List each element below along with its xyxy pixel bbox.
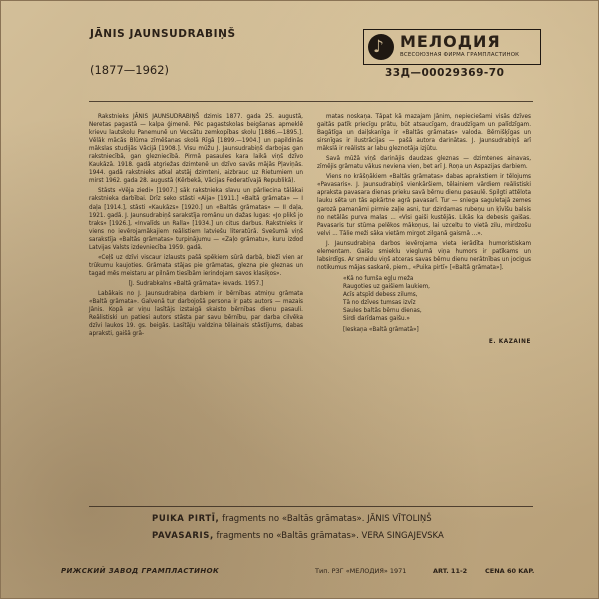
poem-line: Sirdi darīdamas gaišu.» [343, 316, 410, 323]
paragraph: J. Jaunsudrabiņa darbos ievērojama vieta ierādīta humoristiskam elementam. Gaišu smieklu vieglumā viņa humors ir patīkams un labsirdīgs. Ar smaidu viņš atceras savas bērnu dienu nerātnības un jocigus notikumus mājas saskarē, piem., «Puika pirtī» [«Baltā grāmata»]. [317, 240, 531, 271]
track-details: fragments no «Baltās grāmatas». JĀNIS VĪTOLIŅŠ [219, 514, 432, 524]
paragraph: Savā mūžā viņš darinājis daudzas gleznas — dzimtenes ainavas, zīmējis grāmatu vākus neviena vien, bet arī J. Roņa un Aspazijas darbiem. [317, 156, 531, 171]
paragraph: Viens no krāšņākiem «Baltās grāmatas» dabas aprakstiem ir tēlojums «Pavasaris». J. Jaunsudrabiņš vienkāršiem, tēlainiem vārdiem reālistiski apraksta pavasara dienas prieku savā bērnu dienu pasaulē. Spilgti attēlota lauku sēta un tās apkārtne agrā pavasarī. Tur — sniega saguletajā zemes garozā pamanāmi pirmie zaļie asni, tur dzirdamas rubeņu un ķīvīšu balsis no netālās purva malas ... «Visi gaiši kustējās. Likās ka debesis gaišas. Pavasaris tur stūma pelēkos mākoņus, lai uzceltu to vietā zilu, mirdzošu velvi ... Tālie meži sāka vietām mirgot zilganā gaismā ...». [317, 174, 531, 237]
liner-notes-right-column [317, 113, 531, 346]
catalog-number: 33Д—00029369-70 [385, 67, 505, 79]
poem-line: Tā no dzīves tumsas izvīz [343, 300, 416, 307]
poem [343, 275, 531, 323]
paragraph: «Ceļš uz dzīvi viscaur izlausts pašā spēkiem sūrā darbā, biežī vien ar trūkumu kaujoties. Grāmata stājas pie grāmatas, glezna pie gleznas un tagad mēs meistaru ar pilnām tiesībām ierindojam savos klasiķos». [89, 254, 303, 277]
track-title: PUIKA PIRTĪ, [152, 514, 220, 524]
melodiya-logo [363, 29, 541, 65]
author-years: (1877—1962) [90, 63, 170, 77]
poem-line: Raugoties uz gaišiem laukiem, [343, 283, 430, 290]
track-details: fragments no «Baltās grāmatas». VERA SINGAJEVSKA [213, 531, 444, 541]
notes-author: E. KAZAINE [488, 339, 531, 346]
factory-name: РИЖСКИЙ ЗАВОД ГРАМПЛАСТИНОК [61, 567, 220, 575]
track-2 [152, 531, 444, 541]
paragraph: matas noskaņa. Tāpat kā mazajam Jānim, nepieciešami visās dzīves gaitās patīk priecīgu prātu, būt atsaucīgam, draudzīgam un palīdzīgam. Bagātīga un daiļskanīga ir «Baltās grāmatas» valoda. Bērnišķīgas un sirsnīgas ir ilustrācijas — pašā autora darinātas. J. Jaunsudrabiņš arī mākslā ir reālists ar labu gleznotāja izjūtu. [317, 114, 531, 153]
track-title: PAVASARIS, [152, 531, 214, 541]
poem-line: Acīs atspīd debess zilums, [343, 291, 418, 298]
paragraph: Labākais no J. Jaunsudrabiņa darbiem ir bērnības atmiņu grāmata «Baltā grāmata». Galvenā tur darbojošā persona ir pats autors — mazais Jānis. Kopā ar viņu lasītājs izstaigā skaisto bērnības dienu pasauli. Reālistiski un patiesi autors stāsta par savu bērnību, par darba cilvēka dzīvi laukos 19. gs. beigās. Lasītāju valdzina tēlainais stāstījums, dabas apraksti, gaišā grā- [89, 290, 303, 338]
article-number: ART. 11-2 [433, 567, 468, 575]
quote-source: [J. Sudrabkalns «Baltā grāmata» ievads. 1957.] [128, 280, 264, 287]
poem-line: Saules baltās bērnu dienas, [343, 308, 422, 315]
poem-source: [Ieskaņa «Baltā grāmatā»] [343, 327, 419, 334]
top-rule [89, 101, 533, 102]
label-subtitle: ВСЕСОЮЗНАЯ ФИРМА ГРАМПЛАСТИНОК [400, 52, 520, 58]
melodiya-emblem-icon: ♪ [368, 34, 394, 60]
print-info: Тип. РЗГ «МЕЛОДИЯ» 1971 [315, 567, 407, 575]
poem-line: «Kā no fumša egļu meža [343, 275, 414, 282]
price: CENA 60 KAP. [485, 567, 535, 575]
tracks-rule [89, 506, 533, 507]
author-name: JĀNIS JAUNSUDRABIŅŠ [90, 28, 236, 40]
liner-notes-left-column [89, 113, 303, 340]
paragraph: Stāsts «Vēja ziedi» [1907.] sāk rakstnieka slavu un pārliecina tālākai rakstnieka darbībai. Drīz seko stāsti «Aija» [1911.] «Baltā grāmata» — I daļa [1914.], stāsti «Kaukāzs» [1920.] un «Baltās grāmatas» — II daļa, 1921. gadā. J. Jaunsudrabiņš sarakstīja romānu un dažas lugas: «Jo plikš jo traks» [1926.], «Invalīds un Ralla» [1934.] un citus darbus. Rakstnieks ir viens no ievērojamākajiem reālistiem latviešu literatūrā. Svešumā viņš sarakstīja «Baltās grāmatas» turpinājumu — «Zaļo grāmatu», kuru izdod Latvijas Valsts izdevniecība 1959. gadā. [89, 188, 303, 251]
paragraph: Rakstnieks JĀNIS JAUNSUDRABIŅŠ dzimis 1877. gada 25. augustā, Neretas pagastā — kalpa ģimenē. Pēc pagastskolas beigšanas apmeklē krievu lautskolu Panemunē un Vecsātu zemkopības skolu [1886.—1895.]. Vēlāk mācās Blūma zīmēšanas skolā Rīgā [1899.—1904.] un papildinās mākslas studijās Vācijā [1908.]. Visu mūžu J. Jaunsudrabiņš darbojas gan rakstniecībā, gan glezniecībā. Pirmā pasaules kara laikā viņš dzīvo Kaukāzā. 1918. gadā atgriežas dzimtenē un dzīvo savās mājās Pļaviņās. 1944. gadā rakstnieks atkal atstāj dzimteni, aizbrauc uz Rietumiem un mirst 1962. gada 28. augustā (Kērbekā, Vācijas Federatīvajā Republikā). [89, 114, 303, 185]
track-1 [152, 514, 432, 524]
label-name: МЕЛОДИЯ [400, 32, 501, 51]
